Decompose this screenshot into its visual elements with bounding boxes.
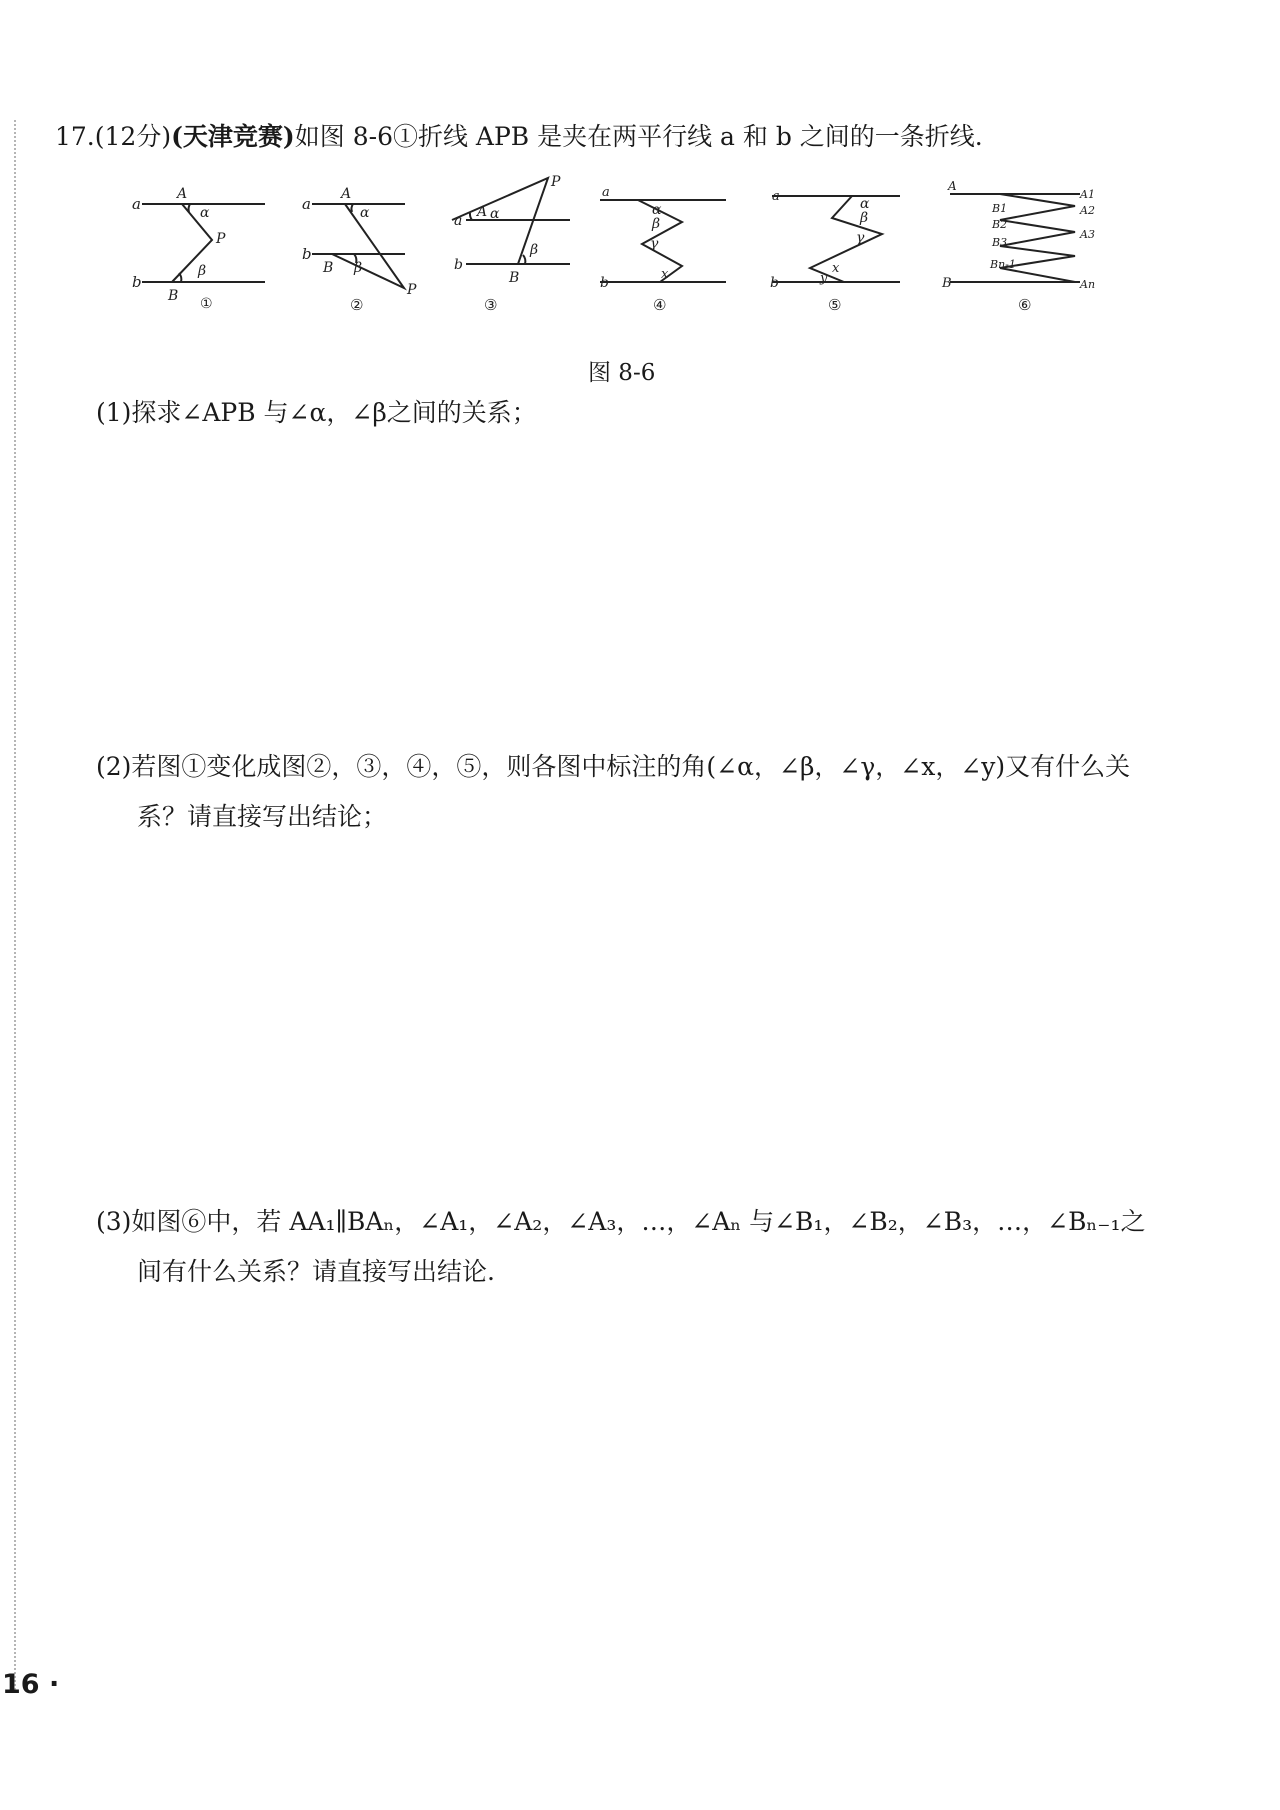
part-2-text-line2: 系？请直接写出结论； bbox=[137, 802, 388, 831]
fig6-label-A1: A1 bbox=[1080, 188, 1095, 201]
fig4-number: ④ bbox=[653, 296, 667, 314]
fig2-number: ② bbox=[350, 296, 364, 314]
figure-panel-3 bbox=[452, 174, 570, 314]
fig4-label-gamma: γ bbox=[650, 236, 659, 252]
fig1-label-alpha: α bbox=[200, 205, 210, 221]
fig4-label-beta: β bbox=[652, 216, 661, 232]
fig1-number: ① bbox=[200, 296, 213, 312]
fig6-label-B3: B3 bbox=[992, 236, 1008, 249]
question-score: (12分) bbox=[94, 122, 172, 151]
fig3-label-alpha: α bbox=[490, 206, 500, 222]
fig2-label-beta: β bbox=[354, 260, 363, 276]
fig5-label-gamma: γ bbox=[856, 230, 865, 246]
figure-panel-4 bbox=[600, 185, 726, 314]
fig4-label-x: x bbox=[661, 267, 669, 282]
fig6-label-Bn-1: Bn-1 bbox=[990, 258, 1016, 271]
fig5-number: ⑤ bbox=[828, 296, 842, 314]
part-1-text: (1)探求∠APB 与∠α，∠β之间的关系； bbox=[96, 398, 537, 427]
fig6-label-A: A bbox=[948, 179, 957, 193]
fig6-label-A3: A3 bbox=[1080, 228, 1095, 241]
fig5-label-y: y bbox=[820, 271, 828, 286]
part-3-text-line1: (3)如图⑥中，若 AA₁∥BAₙ，∠A₁，∠A₂，∠A₃，…，∠Aₙ 与∠B₁，∠B₂，∠B₃，…，∠Bₙ₋₁之 bbox=[96, 1207, 1146, 1236]
fig1-label-beta: β bbox=[198, 263, 207, 279]
fig4-label-a: a bbox=[602, 185, 610, 200]
fig3-label-b: b bbox=[454, 257, 463, 273]
fig1-label-P: P bbox=[216, 231, 226, 247]
fig1-label-b: b bbox=[132, 273, 142, 291]
question-number: 17. bbox=[55, 122, 95, 151]
page-number: 16 · bbox=[2, 1669, 60, 1700]
fig5-label-a: a bbox=[772, 189, 780, 204]
fig4-label-b: b bbox=[600, 275, 609, 291]
fig3-label-P: P bbox=[551, 174, 561, 190]
fig5-label-b: b bbox=[770, 275, 779, 291]
fig6-number: ⑥ bbox=[1018, 296, 1032, 314]
figure-8-6 bbox=[120, 170, 1120, 340]
figure-panel-2 bbox=[302, 186, 417, 314]
fig6-label-An: An bbox=[1080, 278, 1096, 291]
question-source: (天津竞赛) bbox=[171, 122, 295, 151]
fig6-label-B2: B2 bbox=[992, 218, 1008, 231]
fig2-label-A: A bbox=[341, 186, 352, 202]
question-text: 如图 8-6①折线 APB 是夹在两平行线 a 和 b 之间的一条折线. bbox=[294, 122, 983, 151]
figure-caption: 图 8-6 bbox=[588, 360, 656, 386]
fig4-label-alpha: α bbox=[652, 202, 662, 218]
figure-panel-6 bbox=[941, 179, 1095, 314]
fig3-label-A: A bbox=[477, 204, 488, 220]
margin-dotted-line bbox=[14, 120, 16, 1690]
question-title bbox=[55, 120, 983, 154]
fig2-label-alpha: α bbox=[360, 205, 370, 221]
fig1-label-A: A bbox=[177, 186, 188, 202]
fig3-number: ③ bbox=[484, 296, 498, 314]
fig6-label-A2: A2 bbox=[1080, 204, 1095, 217]
part-2-text-line1: (2)若图①变化成图②，③，④，⑤，则各图中标注的角(∠α，∠β，∠γ，∠x，∠y)又有什么关 bbox=[96, 752, 1131, 781]
fig1-label-a: a bbox=[132, 195, 141, 213]
fig2-label-B: B bbox=[323, 260, 334, 276]
fig2-label-P: P bbox=[407, 282, 417, 298]
figure-panel-1 bbox=[132, 186, 265, 312]
fig6-label-B1: B1 bbox=[992, 202, 1008, 215]
fig2-label-b: b bbox=[302, 245, 312, 263]
fig3-label-a: a bbox=[454, 213, 463, 229]
fig6-label-B: B bbox=[942, 276, 952, 291]
fig1-label-B: B bbox=[168, 288, 179, 304]
fig5-label-alpha: α bbox=[860, 196, 870, 212]
part-3-text-line2: 间有什么关系？请直接写出结论. bbox=[137, 1257, 495, 1286]
fig5-label-beta: β bbox=[860, 210, 869, 226]
fig5-label-x: x bbox=[832, 261, 840, 276]
fig3-label-beta: β bbox=[530, 242, 539, 258]
figure-panel-5 bbox=[770, 189, 900, 314]
fig2-label-a: a bbox=[302, 195, 311, 213]
fig3-label-B: B bbox=[509, 270, 520, 286]
